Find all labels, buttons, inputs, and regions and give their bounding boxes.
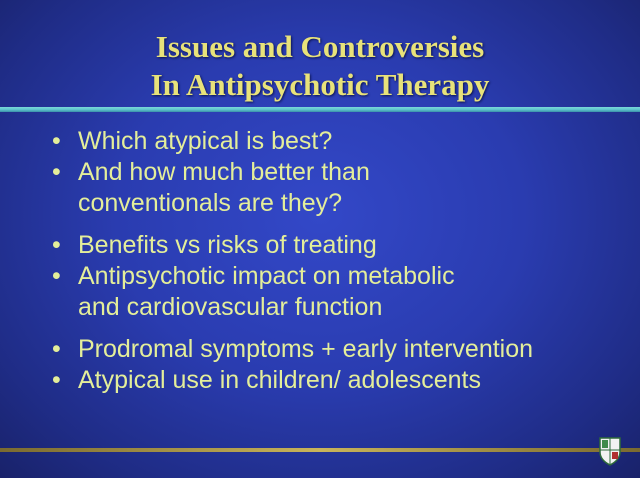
bullet-item [52, 334, 622, 365]
bullet-item [52, 365, 622, 396]
bullet-text: Antipsychotic impact on metabolic [78, 262, 455, 290]
bullet-text: And how much better than [78, 158, 370, 186]
crest-icon [598, 436, 622, 466]
bullet-item [52, 126, 622, 157]
bullet-text: Which atypical is best? [78, 127, 333, 155]
slide-title [0, 28, 640, 104]
bullet-dot: • [52, 262, 61, 290]
bullet-dot: • [52, 366, 61, 394]
bullet-text: Benefits vs risks of treating [78, 231, 377, 259]
title-line-1: Issues and Controversies [155, 29, 485, 64]
bullet-dot: • [52, 127, 61, 155]
bullet-text-continuation: conventionals are they? [78, 189, 343, 217]
bullet-list [52, 126, 622, 396]
bullet-text: Atypical use in children/ adolescents [78, 366, 482, 394]
title-line-2: In Antipsychotic Therapy [150, 67, 490, 102]
bullet-text: Prodromal symptoms + early intervention [78, 335, 534, 363]
bullet-item [52, 261, 622, 323]
bottom-divider [0, 448, 640, 452]
title-divider [0, 107, 640, 112]
bullet-text-continuation: and cardiovascular function [78, 293, 383, 321]
bullet-dot: • [52, 158, 61, 186]
bullet-dot: • [52, 335, 61, 363]
bullet-item [52, 230, 622, 261]
bullet-item [52, 157, 622, 219]
bullet-dot: • [52, 231, 61, 259]
